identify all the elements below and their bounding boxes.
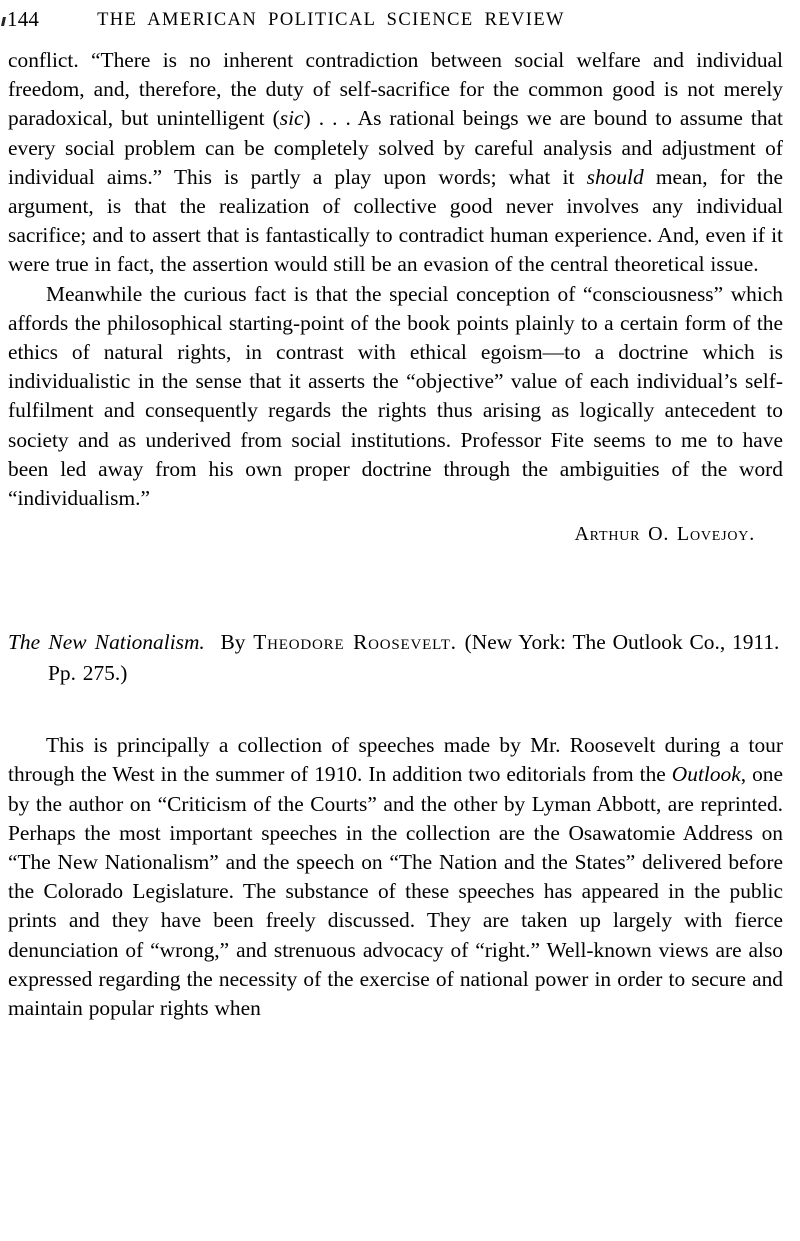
paragraph-text-b: ) . . . As rational beings we are bound to assume that every social problem can be completely solved by careful analysis and adjustment of individual aims.” This is partly a play upon words; what it [8, 106, 783, 189]
by-label: By [220, 630, 246, 655]
paragraph-meanwhile: Meanwhile the curious fact is that the special conception of “consciousness” which affords the philosophical starting-point of the book points plainly to a certain form of the ethics of natural rights, in contrast with ethical egoism—to a doctrine which is individualistic in the sense that it asserts the “objective” value of each individual’s self-fulfilment and consequently regards the rights thus arising as logically antecedent to society and as underived from social institutions. Professor Fite seems to me to have been led away from his own proper doctrine through the ambiguities of the word “individualism.” [8, 281, 783, 511]
sic-italic: sic [279, 106, 304, 131]
paragraph-text-a: conflict. “There is no inherent contradiction between social welfare and individual freedom, and, therefore, the duty of self-sacrifice for the common good is not merely paradoxical, but unintelligent ( [8, 48, 783, 131]
section-spacer [8, 549, 783, 627]
book-imprint: (New York: The Outlook Co., 1911. Pp. 275.) [48, 630, 780, 686]
book-note-heading [8, 627, 783, 689]
should-italic: should [586, 164, 644, 189]
paragraph-continuation [8, 46, 783, 280]
page-number: 144 [7, 7, 40, 31]
running-head [0, 6, 800, 36]
running-head-title: THE AMERICAN POLITICAL SCIENCE REVIEW [97, 10, 565, 30]
by-label-space [205, 630, 221, 654]
paragraph-text-c: mean, for the argument, is that the realization of collective good never involves any individual sacrifice; and to assert that is fantastically to contradict human experience. And, even if it were true in fact, the assertion would still be an evasion of the central theoretical issue. [8, 164, 783, 277]
text-column [8, 46, 783, 1023]
book-title: The New Nationalism. [8, 630, 205, 655]
book-author: Theodore Roosevelt. [253, 630, 457, 655]
outlook-italic: Outlook [671, 762, 741, 787]
review-text-a: This is principally a collection of speeches made by Mr. Roosevelt during a tour through the West in the summer of 1910. In addition two editorials from the [8, 733, 783, 787]
paragraph-book-review [8, 731, 783, 1023]
heading-spacer [8, 689, 783, 731]
reviewer-signature: Arthur O. Lovejoy. [574, 523, 755, 546]
review-text-b: , one by the author on “Criticism of the Courts” and the other by Lyman Abbott, are reprinted. Perhaps the most important speeches in the collection are the Osawatomie Address on “The New Nationalism” and the speech on “The Nation and the States” delivered before the Colorado Legislature. The substance of these speeches has appeared in the public prints and they have been freely discussed. They are taken up largely with fierce denunciation of “wrong,” and strenuous advocacy of “right.” Well-known views are also expressed regarding the necessity of the exercise of national power in order to secure and maintain popular rights when [8, 762, 783, 1021]
